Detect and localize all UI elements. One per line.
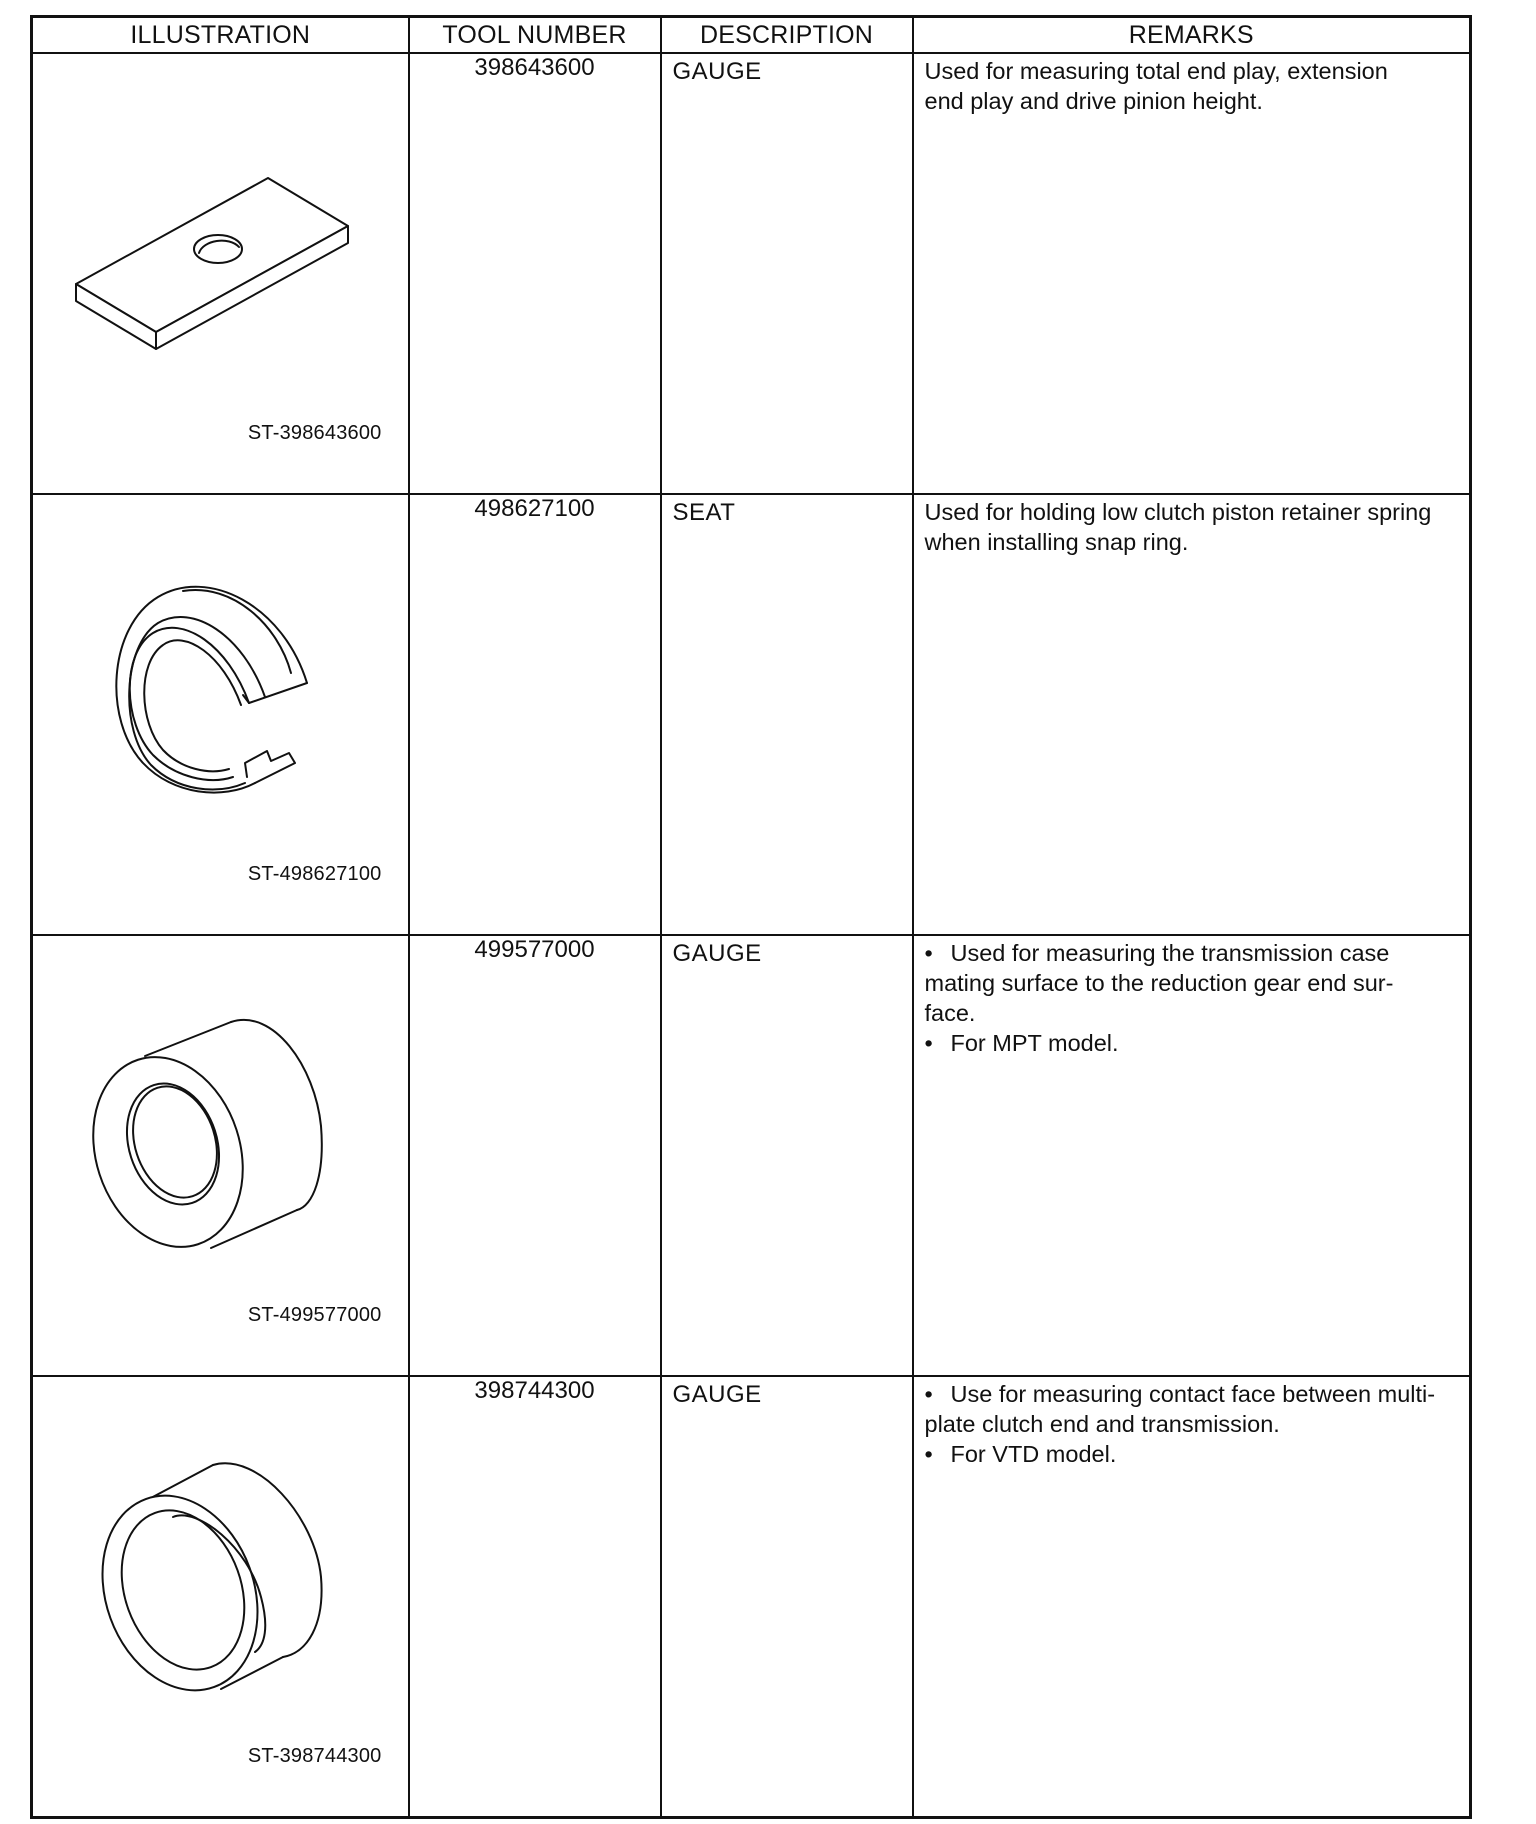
remark-line: Used for measuring total end play, extension: [924, 58, 1388, 84]
remark-line: when installing snap ring.: [924, 529, 1189, 555]
tool-number: 498627100: [409, 494, 661, 935]
remark-line: plate clutch end and transmission.: [924, 1411, 1280, 1437]
tool-remarks: [913, 935, 1471, 1376]
remark-line: Used for measuring the transmission case: [950, 940, 1390, 966]
illustration-code: ST-398744300: [247, 1745, 382, 1767]
remark-line: Use for measuring contact face between multi-: [950, 1381, 1436, 1407]
remark-line: mating surface to the reduction gear end sur-: [924, 970, 1394, 996]
remark-bullet: [925, 1028, 1462, 1058]
header-description: DESCRIPTION: [661, 17, 913, 54]
bullet-icon: •: [924, 940, 933, 966]
remark-bullet: [925, 1379, 1462, 1439]
illustration-code: ST-498627100: [247, 863, 382, 885]
tool-remarks: [913, 1376, 1471, 1818]
remark-bullet: [925, 938, 1462, 1028]
remark-line: face.: [924, 1000, 976, 1026]
header-illustration: ILLUSTRATION: [32, 17, 409, 54]
bullet-icon: •: [924, 1441, 933, 1467]
header-remarks: REMARKS: [913, 17, 1471, 54]
special-tools-table: [30, 15, 1472, 1819]
remark-bullet: [925, 1439, 1462, 1469]
bullet-icon: •: [924, 1030, 933, 1056]
tool-description: SEAT: [661, 494, 913, 935]
table-row: [32, 494, 1471, 935]
tool-description: GAUGE: [661, 935, 913, 1376]
tool-number: 398643600: [409, 53, 661, 494]
table-row: [32, 935, 1471, 1376]
remark-line: Used for holding low clutch piston retainer spring: [924, 499, 1432, 525]
illustration-code: ST-398643600: [247, 422, 382, 444]
tool-description: GAUGE: [661, 53, 913, 494]
tool-remarks: [913, 494, 1471, 935]
tool-description: GAUGE: [661, 1376, 913, 1818]
remark-line: end play and drive pinion height.: [924, 88, 1263, 114]
tool-remarks: [913, 53, 1471, 494]
bullet-icon: •: [924, 1381, 933, 1407]
header-tool-number: TOOL NUMBER: [409, 17, 661, 54]
illustration-cell: [32, 1376, 409, 1818]
table-header-row: [32, 17, 1471, 54]
table-row: [32, 53, 1471, 494]
illustration-cell: [32, 935, 409, 1376]
tool-number: 398744300: [409, 1376, 661, 1818]
remark-line: For MPT model.: [950, 1030, 1119, 1056]
tool-number: 499577000: [409, 935, 661, 1376]
illustration-cell: [32, 53, 409, 494]
remark-line: For VTD model.: [950, 1441, 1117, 1467]
illustration-cell: [32, 494, 409, 935]
table-row: [32, 1376, 1471, 1818]
illustration-code: ST-499577000: [247, 1304, 382, 1326]
